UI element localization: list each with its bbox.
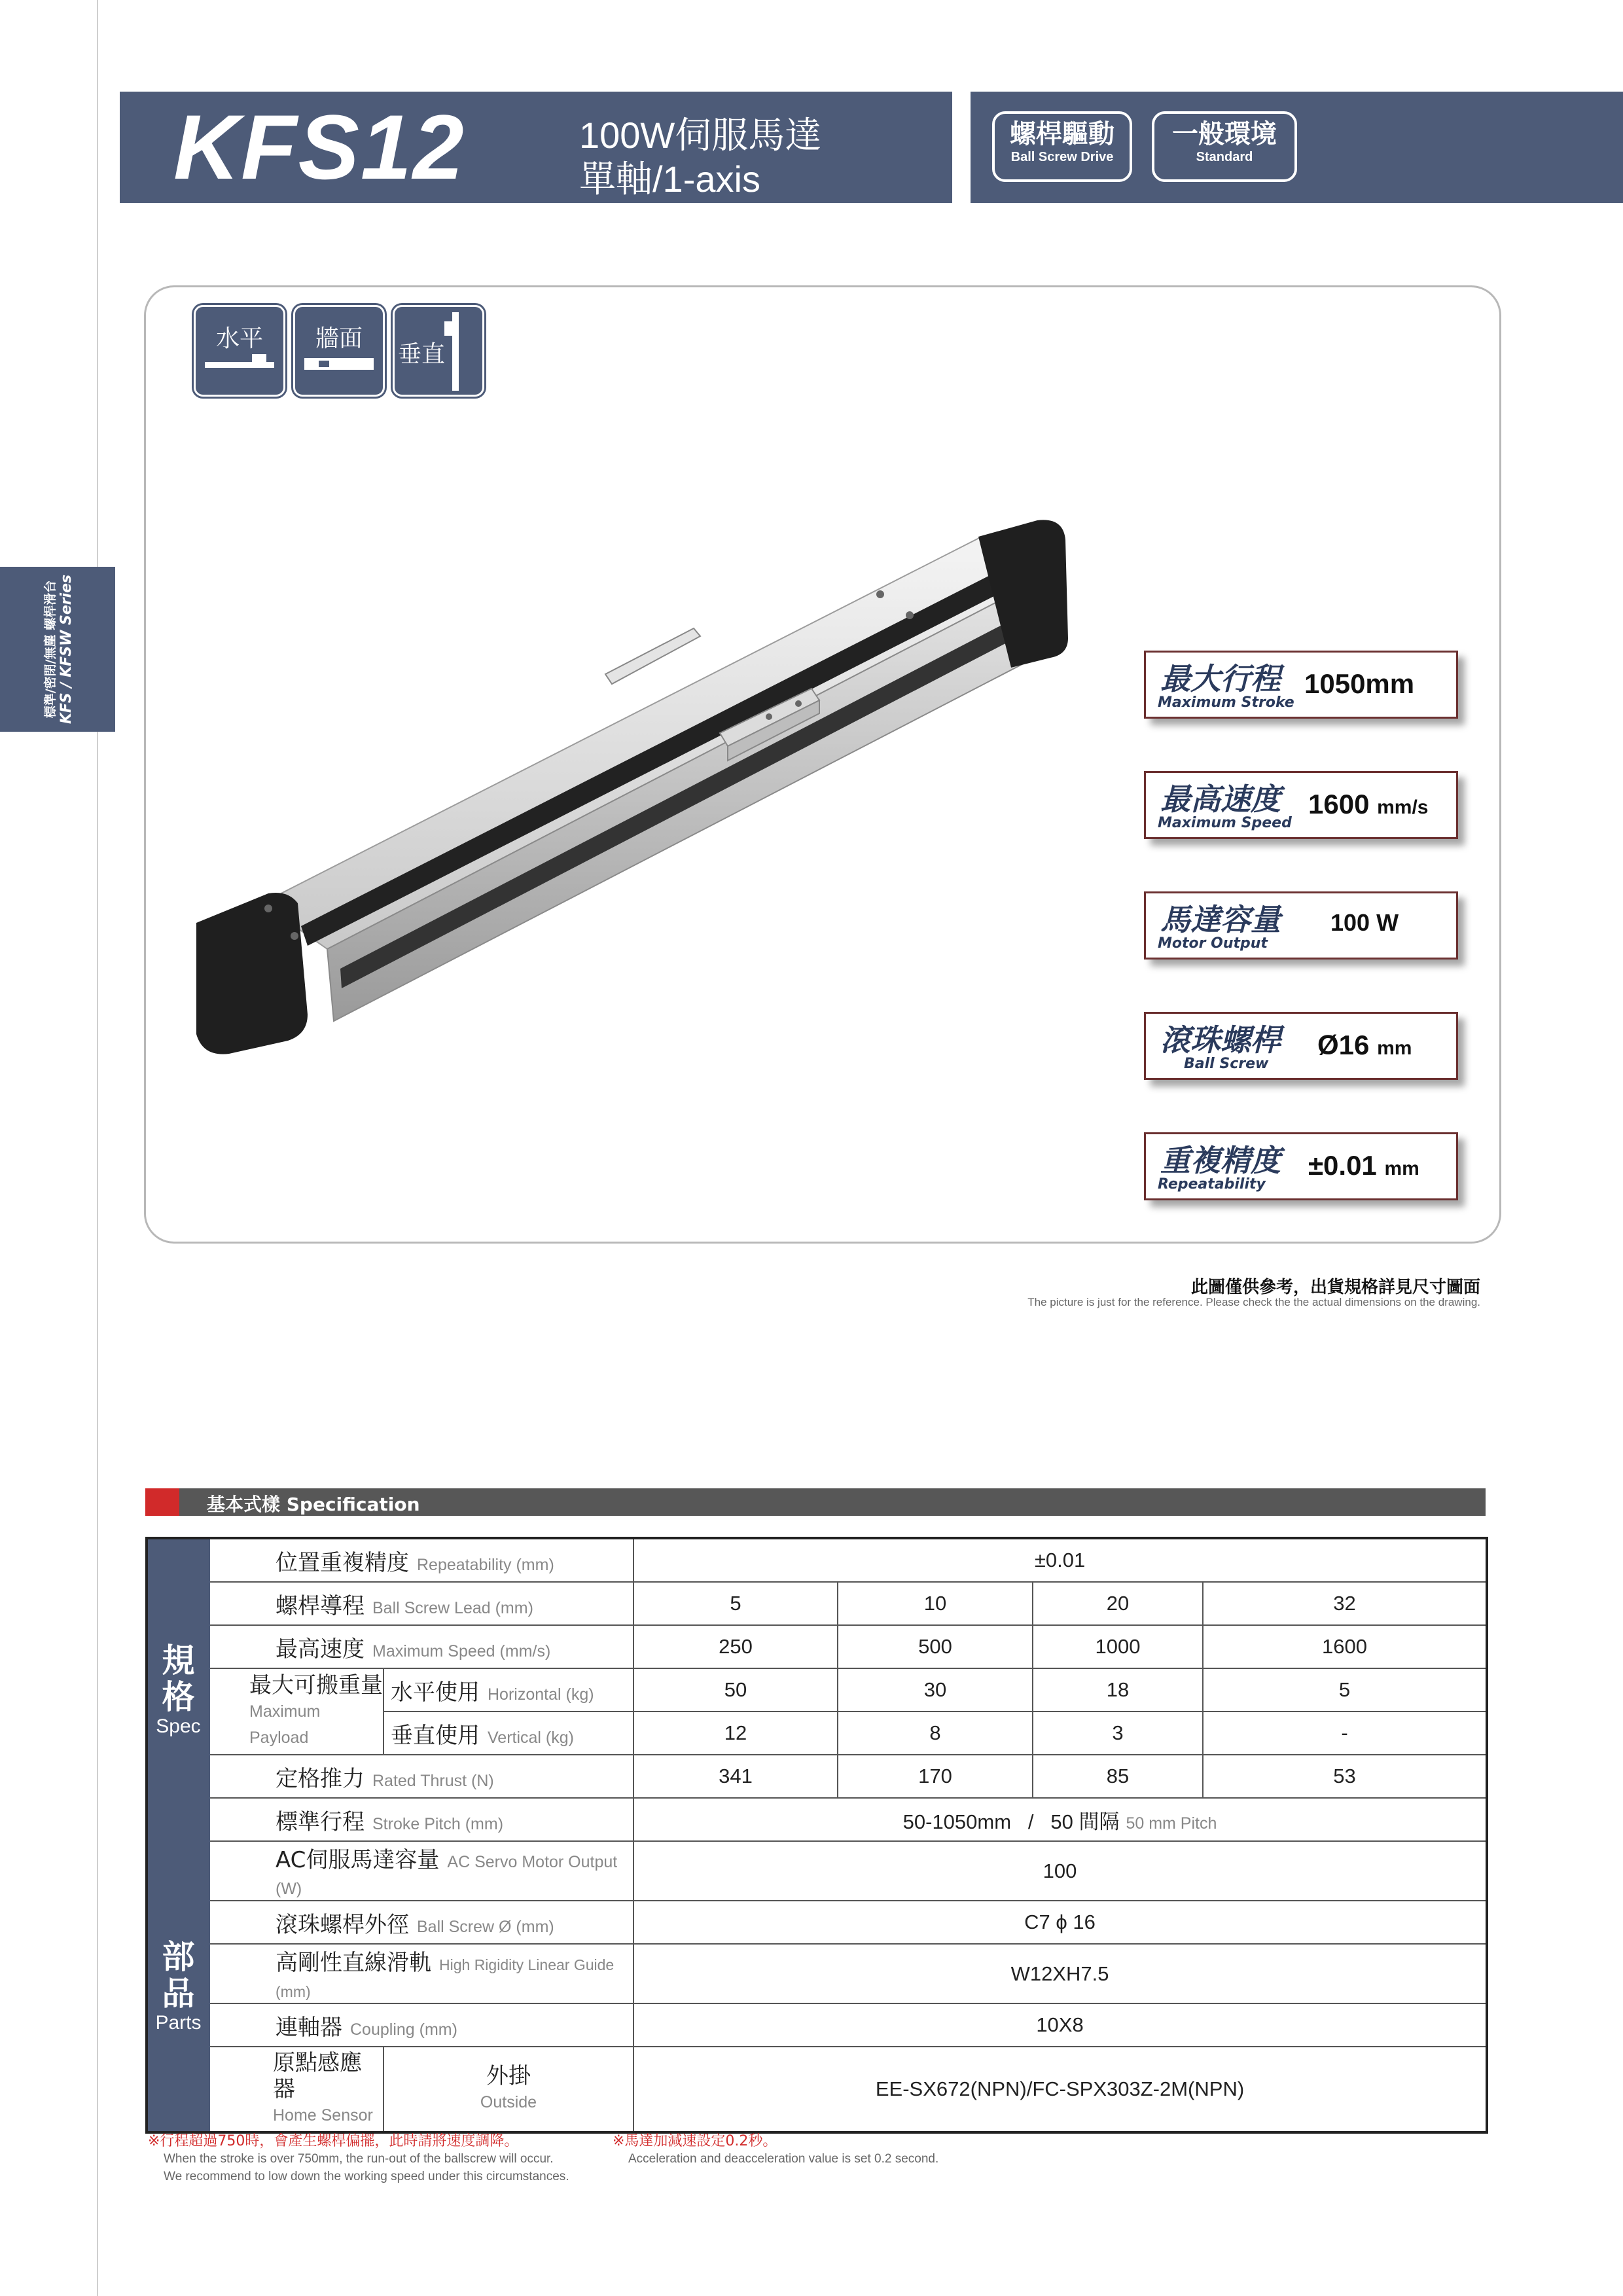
parts-group-zh1: 部 <box>162 1939 195 1975</box>
cell-value: ±0.01 <box>633 1538 1487 1582</box>
cell-value: W12XH7.5 <box>633 1944 1487 2003</box>
callout-label-en: Repeatability <box>1158 1176 1266 1193</box>
table-row-payload-horizontal <box>147 1668 1487 1712</box>
row-sublabel <box>383 1712 633 1755</box>
row-label-en: Ball Screw Ø (mm) <box>417 1917 554 1936</box>
header-title-line2: 單軸/1-axis <box>579 158 760 200</box>
row-label-zh: 螺桿導程 <box>276 1592 365 1619</box>
callout-motor-output <box>1144 891 1458 960</box>
callout-label-zh: 馬達容量 <box>1160 902 1281 937</box>
table-row-motor <box>147 1841 1487 1901</box>
cell-value: 3 <box>1033 1712 1203 1755</box>
cell-value: 32 <box>1203 1582 1487 1625</box>
row-label <box>209 1798 633 1841</box>
table-row-repeatability <box>147 1538 1487 1582</box>
table-row-linear-guide <box>147 1944 1487 2003</box>
footnote-left-zh: ※行程超過750時，會產生螺桿偏擺，此時請將速度調降。 <box>148 2133 519 2149</box>
model-name: KFS12 <box>173 96 465 198</box>
table-row-home-sensor <box>147 2047 1487 2132</box>
sensor-mount-en: Outside <box>480 2093 537 2111</box>
row-label-zh: 滾珠螺桿外徑 <box>276 1911 409 1938</box>
cell-value: 1600 <box>1203 1625 1487 1668</box>
callout-value-number: Ø16 <box>1317 1030 1370 1060</box>
badge-label-zh: 一般環境 <box>1172 119 1277 149</box>
row-label-zh: 最大可搬重量 <box>249 1672 383 1698</box>
footnote-right-zh: ※馬達加減速設定0.2秒。 <box>613 2133 777 2149</box>
cell-value: 5 <box>633 1582 838 1625</box>
footnote-right-en: Acceleration and deacceleration value is set 0.2 second. <box>628 2152 939 2166</box>
row-label <box>209 1582 633 1625</box>
cell-value: 500 <box>838 1625 1033 1668</box>
table-row-stroke <box>147 1798 1487 1841</box>
callout-label-zh: 滾珠螺桿 <box>1160 1022 1281 1058</box>
cell-value: 8 <box>838 1712 1033 1755</box>
row-sublabel-zh: 水平使用 <box>391 1679 480 1706</box>
row-label-sensor <box>209 2047 383 2132</box>
spec-table <box>145 1537 1488 2134</box>
table-row-thrust <box>147 1755 1487 1798</box>
linear-actuator-image <box>183 517 1086 1080</box>
mount-label: 垂直 <box>397 341 445 368</box>
row-label-zh: 定格推力 <box>276 1765 365 1792</box>
row-label-en: Maximum Payload <box>249 1702 321 1747</box>
cell-value: 50 <box>633 1668 838 1712</box>
cell-value: 170 <box>838 1755 1033 1798</box>
cell-value: C7 ϕ 16 <box>633 1901 1487 1944</box>
cell-value: 10X8 <box>633 2003 1487 2047</box>
table-row-lead <box>147 1582 1487 1625</box>
row-sublabel-en: Horizontal (kg) <box>488 1685 594 1704</box>
cell-value: 341 <box>633 1755 838 1798</box>
sensor-mount <box>383 2047 633 2132</box>
footnote-left-en1: When the stroke is over 750mm, the run-out of the ballscrew will occur. <box>164 2152 554 2166</box>
header-title-line1: 100W伺服馬達 <box>579 115 822 156</box>
stroke-value-en: 50 mm Pitch <box>1126 1814 1217 1833</box>
cell-value <box>633 1798 1487 1841</box>
badge-label-zh: 螺桿驅動 <box>1010 119 1115 149</box>
row-label-zh: 最高速度 <box>276 1636 365 1662</box>
row-label-en: AC Servo Motor Output (W) <box>276 1853 618 1898</box>
spec-group-en: Spec <box>156 1715 201 1737</box>
callout-label-zh: 最大行程 <box>1160 661 1281 696</box>
cell-value: 30 <box>838 1668 1033 1712</box>
table-row-speed <box>147 1625 1487 1668</box>
row-sublabel-en: Vertical (kg) <box>488 1728 574 1747</box>
callout-label-en: Maximum Speed <box>1158 815 1292 831</box>
badge-label-en: Standard <box>1196 150 1253 164</box>
footnote-left-en2: We recommend to low down the working speed under this circumstances. <box>164 2170 569 2183</box>
callout-value-number: ±0.01 <box>1308 1150 1377 1181</box>
callout-value <box>1317 1030 1412 1061</box>
callout-value <box>1304 668 1414 700</box>
row-label <box>209 1625 633 1668</box>
side-tab-line1: 標準/密閉/無塵 螺桿滑台 <box>43 580 58 719</box>
badge-ball-screw-drive <box>992 111 1132 182</box>
spec-group-label <box>147 1538 209 1841</box>
series-side-tab-text <box>0 567 115 732</box>
table-row-screw-diameter <box>147 1901 1487 1944</box>
callout-unit: mm <box>1377 1037 1412 1059</box>
badge-label-en: Ball Screw Drive <box>1010 150 1114 164</box>
row-label-en: Coupling (mm) <box>350 2020 457 2039</box>
cell-value: 85 <box>1033 1755 1203 1798</box>
mount-vertical-icon <box>393 305 484 397</box>
callout-max-stroke <box>1144 651 1458 719</box>
cell-value: 250 <box>633 1625 838 1668</box>
cell-value: 10 <box>838 1582 1033 1625</box>
row-label-en: Repeatability (mm) <box>417 1555 554 1574</box>
row-label <box>209 1944 633 2003</box>
row-label-en: Maximum Speed (mm/s) <box>372 1641 551 1660</box>
callout-repeatability <box>1144 1132 1458 1200</box>
cell-value: 1000 <box>1033 1625 1203 1668</box>
row-label <box>209 1755 633 1798</box>
row-label <box>209 1901 633 1944</box>
section-bar-accent <box>145 1488 179 1516</box>
callout-label-en: Maximum Stroke <box>1158 694 1294 711</box>
row-label-zh: 高剛性直線滑軌 <box>276 1950 431 1976</box>
row-label-en: Stroke Pitch (mm) <box>372 1814 504 1833</box>
callout-value-number: 1050mm <box>1304 668 1415 699</box>
callout-max-speed <box>1144 771 1458 839</box>
callout-label-en: Ball Screw <box>1184 1056 1269 1072</box>
row-label-payload <box>209 1668 383 1755</box>
callout-unit: mm <box>1384 1158 1419 1179</box>
cell-value: - <box>1203 1712 1487 1755</box>
row-label-en: Rated Thrust (N) <box>372 1771 494 1790</box>
page-guide-line <box>97 0 98 2296</box>
cell-value: 53 <box>1203 1755 1487 1798</box>
table-row-coupling <box>147 2003 1487 2047</box>
cell-value: 5 <box>1203 1668 1487 1712</box>
callout-value <box>1308 1150 1419 1181</box>
row-label-zh: 原點感應器 <box>273 2050 362 2102</box>
callout-value <box>1308 789 1428 820</box>
callout-ball-screw <box>1144 1012 1458 1080</box>
row-sublabel-zh: 垂直使用 <box>391 1722 480 1749</box>
callout-unit: mm/s <box>1377 797 1429 818</box>
row-label-en: Ball Screw Lead (mm) <box>372 1598 533 1617</box>
cell-value: 20 <box>1033 1582 1203 1625</box>
row-label-en: Home Sensor <box>273 2106 373 2125</box>
row-label <box>209 1538 633 1582</box>
cell-value: 100 <box>633 1841 1487 1901</box>
callout-label-en: Motor Output <box>1158 935 1268 952</box>
side-tab-line2: KFS / KFSW Series <box>58 574 75 725</box>
row-label <box>209 2003 633 2047</box>
spec-group-zh2: 格 <box>162 1679 195 1715</box>
section-title: 基本式樣 Specification <box>207 1494 420 1515</box>
badge-standard-environment <box>1152 111 1297 182</box>
callout-value-number: 1600 <box>1308 789 1370 819</box>
callout-label-zh: 最高速度 <box>1160 781 1281 817</box>
row-label-zh: AC伺服馬達容量 <box>276 1847 440 1873</box>
row-label-zh: 標準行程 <box>276 1808 365 1835</box>
parts-group-en: Parts <box>155 2012 202 2034</box>
cell-value: 12 <box>633 1712 838 1755</box>
parts-group-label <box>147 1841 209 2132</box>
row-label-zh: 位置重複精度 <box>276 1549 409 1576</box>
mount-horizontal-icon <box>194 305 285 397</box>
row-sublabel <box>383 1668 633 1712</box>
cell-value: 18 <box>1033 1668 1203 1712</box>
callout-value <box>1330 909 1399 937</box>
row-label-zh: 連軸器 <box>276 2014 342 2041</box>
sensor-mount-zh: 外掛 <box>486 2063 531 2089</box>
picture-note-zh: 此圖僅供參考，出貨規格詳見尺寸圖面 <box>1190 1278 1480 1297</box>
spec-group-zh1: 規 <box>162 1642 195 1679</box>
mount-label: 牆面 <box>315 325 363 352</box>
row-label <box>209 1841 633 1901</box>
callout-label-zh: 重複精度 <box>1160 1143 1281 1178</box>
stroke-value: 50-1050mm / 50 間隔 <box>902 1810 1120 1833</box>
cell-value: EE-SX672(NPN)/FC-SPX303Z-2M(NPN) <box>633 2047 1487 2132</box>
mount-wall-icon <box>293 305 385 397</box>
callout-value-number: 100 W <box>1330 909 1399 936</box>
parts-group-zh2: 品 <box>162 1975 195 2012</box>
mount-label: 水平 <box>215 325 263 352</box>
row-label-en: High Rigidity Linear Guide (mm) <box>276 1956 615 2000</box>
picture-note-en: The picture is just for the reference. Please check the the actual dimensions on the drawing. <box>1027 1296 1480 1308</box>
